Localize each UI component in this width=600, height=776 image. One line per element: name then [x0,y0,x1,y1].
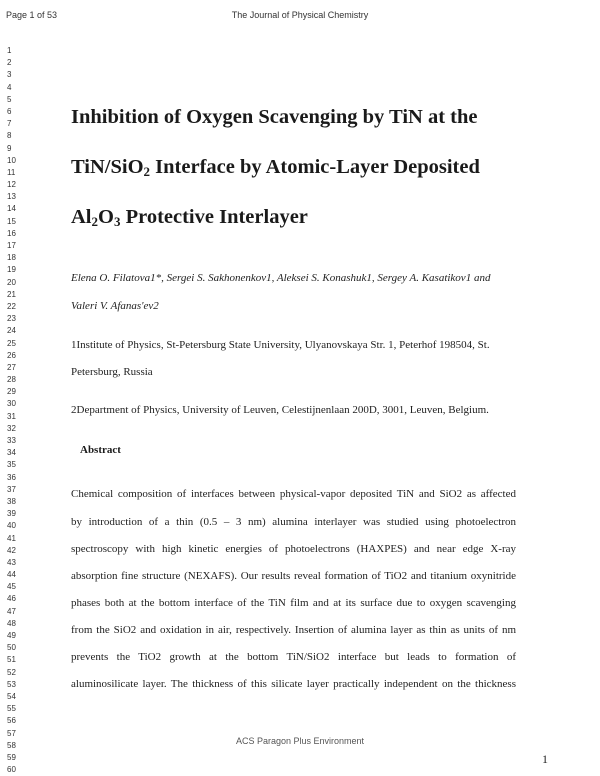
line-number: 7 [7,119,12,129]
abstract-line: aluminosilicate layer. The thickness of this silicate layer practically independent on the thickness [71,678,516,690]
line-number: 4 [7,82,12,92]
line-number: 33 [7,436,16,445]
line-number: 15 [7,216,16,226]
line-number: 34 [7,448,16,458]
page-number: 1 [542,752,548,766]
line-number: 36 [7,472,16,482]
affiliation-2: 2Department of Physics, University of Leuven, Celestijnenlaan 200D, 3001, Leuven, Belgium. [71,404,489,416]
line-number: 37 [7,484,16,494]
abstract-heading: Abstract [80,444,121,456]
line-number: 9 [7,143,12,153]
line-number: 38 [7,496,16,506]
authors-line-1: Elena O. Filatova1*, Sergei S. Sakhonenkov1, Aleksei S. Konashuk1, Sergey A. Kasatikov1 and [71,272,491,284]
line-number: 47 [7,606,16,616]
line-number: 2 [7,58,12,68]
line-number: 53 [7,679,16,689]
line-number: 51 [7,655,16,665]
line-number: 50 [7,643,16,653]
page-label: Page 1 of 53 [6,10,58,20]
line-number: 1 [7,46,12,55]
line-number: 26 [7,350,16,360]
line-number: 43 [7,557,16,567]
line-number: 22 [7,301,16,311]
line-number: 52 [7,667,16,677]
line-number: 3 [7,70,12,80]
line-number: 45 [7,582,16,592]
line-number: 11 [7,167,16,177]
line-number: 48 [7,618,16,628]
line-number: 39 [7,509,16,519]
line-number: 24 [7,326,16,336]
line-number: 31 [7,411,16,421]
line-number: 29 [7,387,16,397]
line-numbers [7,45,16,776]
line-number: 25 [7,338,16,348]
affiliation-1-cont: Petersburg, Russia [71,366,153,378]
line-number: 40 [7,521,16,531]
line-number: 10 [7,155,16,165]
journal-name: The Journal of Physical Chemistry [231,10,369,20]
title-line-3: $Al_2O_3$ Protective Interlayer [71,206,308,229]
line-number: 19 [7,265,16,275]
line-number: 5 [7,94,12,104]
line-number: 35 [7,460,16,470]
abstract-line: from the SiO2 and oxidation in air, respectively. Insertion of alumina layer as thin as units of nm [71,624,516,636]
line-number: 56 [7,716,16,726]
line-number: 58 [7,740,16,750]
line-number: 46 [7,594,16,604]
line-number: 16 [7,228,16,238]
line-number: 44 [7,570,16,580]
line-number: 12 [7,180,16,190]
abstract-line: absorption fine structure (NEXAFS). Our results reveal formation of TiO2 and titanium oxynitride [71,570,516,582]
line-number: 8 [7,131,12,141]
abstract-line: prevents the TiO2 growth at the bottom TiN/SiO2 interface but leads to formation of [71,651,516,663]
footer-text: ACS Paragon Plus Environment [235,736,365,746]
affiliation-1: 1Institute of Physics, St-Petersburg State University, Ulyanovskaya Str. 1, Peterhof 198504, St. [71,339,490,351]
abstract-line: Chemical composition of interfaces between physical-vapor deposited TiN and SiO2 as affected [71,488,516,500]
line-number: 23 [7,314,16,324]
line-number: 60 [7,765,16,775]
line-number: 59 [7,752,16,762]
line-number: 42 [7,545,16,555]
line-number: 14 [7,204,16,214]
line-number: 49 [7,631,16,640]
line-number: 30 [7,399,16,409]
title-line-1: Inhibition of Oxygen Scavenging by TiN at the [71,106,478,128]
line-number: 20 [7,277,16,287]
abstract-line: spectroscopy with high kinetic energies of photoelectrons (HAXPES) and near edge X-ray [71,543,516,555]
line-number: 27 [7,362,16,372]
line-number: 13 [7,192,16,202]
line-number: 57 [7,728,16,738]
line-number: 32 [7,423,16,433]
line-number: 54 [7,691,16,701]
line-number: 18 [7,253,16,263]
line-number: 17 [7,241,16,250]
abstract-line: by introduction of a thin (0.5 – 3 nm) alumina interlayer was studied using photoelectron [71,516,516,528]
line-number: 41 [7,533,16,543]
line-number: 28 [7,375,16,385]
line-number: 55 [7,704,16,714]
line-number: 6 [7,106,12,116]
authors-line-2: Valeri V. Afanas'ev2 [71,300,159,312]
abstract-line: phases both at the bottom interface of the TiN film and at its surface due to oxygen scavenging [71,597,516,609]
line-number: 21 [7,289,16,299]
title-line-2: TiN/SiO$_2$ Interface by Atomic-Layer Deposited [71,156,480,179]
